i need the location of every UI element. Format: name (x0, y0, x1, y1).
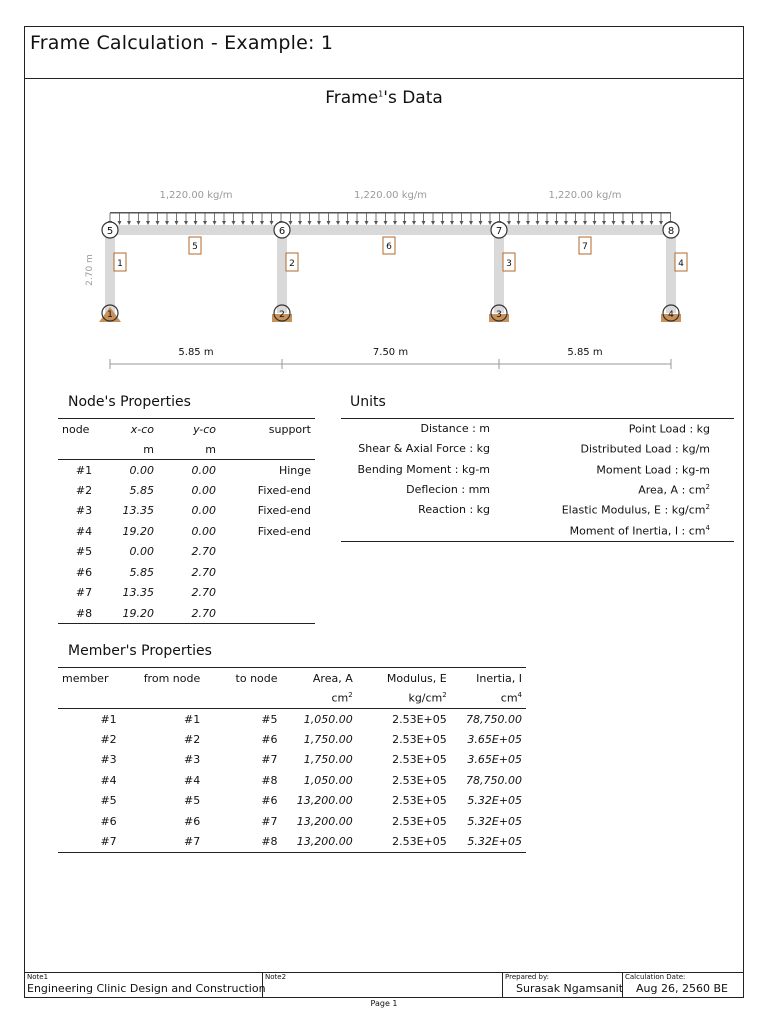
load-arrow-head (621, 221, 625, 225)
page-title: Frame Calculation - Example: 1 (30, 32, 334, 54)
members-unit-area-sup: 2 (348, 691, 353, 700)
members-unit-modulus (357, 688, 451, 709)
member-cell-from: #3 (184, 753, 201, 767)
node-cell-y: 0.00 (191, 524, 216, 538)
load-arrow-head (469, 221, 473, 225)
node-cell-support: Fixed-end (257, 504, 311, 518)
load-arrow-head (308, 221, 312, 225)
member-cell-m: #6 (100, 814, 117, 828)
load-arrow-head (536, 221, 540, 225)
node-cell-y: 2.70 (191, 606, 216, 620)
units-right-text: Area, A : cm (638, 483, 706, 497)
members-unit-to (204, 688, 281, 709)
member-cell-mod: 2.53E+05 (392, 794, 447, 808)
nodes-table (58, 418, 315, 624)
member-cell-m: #3 (100, 753, 117, 767)
node-cell-y: 2.70 (191, 545, 216, 559)
members-unit-area (282, 688, 357, 709)
member-cell-to: #8 (261, 835, 278, 848)
load-arrow-head (346, 221, 350, 225)
table-row (58, 791, 526, 812)
sheet-title-sup: 1 (378, 89, 384, 99)
load-arrow-head (403, 221, 407, 225)
footer-prepared-label: Prepared by: (505, 973, 549, 981)
node-label: 2 (279, 310, 285, 320)
nodes-header-x: x-co (130, 422, 154, 436)
load-arrow-head (422, 221, 426, 225)
units-right-sup: 2 (705, 482, 710, 491)
node-cell-x: 0.00 (129, 463, 154, 477)
members-header-to: to node (235, 671, 278, 685)
member-cell-m: #7 (100, 835, 117, 848)
load-arrow-head (213, 221, 217, 225)
load-arrow-head (146, 221, 150, 225)
node-cell-x: 0.00 (129, 545, 154, 559)
load-line (110, 212, 671, 214)
load-arrow-head (450, 221, 454, 225)
node-label: 3 (496, 310, 502, 320)
load-label: 1,220.00 kg/m (354, 190, 427, 201)
load-arrow-head (127, 221, 131, 225)
member-label: 1 (117, 259, 123, 269)
member-cell-m: #1 (100, 712, 117, 726)
units-left-item: Shear & Axial Force : kg (358, 442, 490, 456)
load-arrow-head (412, 221, 416, 225)
node-cell-support (220, 603, 315, 624)
member-cell-mod: 2.53E+05 (392, 835, 447, 848)
member-cell-m: #4 (100, 773, 117, 787)
member-label: 4 (678, 259, 684, 269)
footer-date-label: Calculation Date: (625, 973, 686, 981)
units-right-item (638, 483, 710, 503)
member-label: 2 (289, 259, 295, 269)
units-left-item: Bending Moment : kg-m (357, 462, 490, 476)
load-label: 1,220.00 kg/m (548, 190, 622, 201)
member-cell-from: #6 (184, 814, 201, 828)
load-arrow-head (327, 221, 331, 225)
load-arrow-head (298, 221, 302, 225)
members-unit-member (58, 688, 121, 709)
member-label: 5 (192, 242, 198, 252)
members-header-modulus: Modulus, E (386, 671, 447, 685)
load-arrow-head (640, 221, 644, 225)
member-cell-from: #4 (184, 773, 201, 787)
members-header-member: member (62, 671, 109, 685)
node-cell-x: 19.20 (122, 524, 154, 538)
load-arrow-head (156, 221, 160, 225)
load-arrow-head (222, 221, 226, 225)
load-arrow-head (545, 221, 549, 225)
members-unit-inertia-sup: 4 (517, 691, 522, 700)
load-arrow-head (203, 221, 207, 225)
units-section-title: Units (350, 394, 386, 410)
footer-note2-label: Note2 (265, 973, 287, 981)
load-arrow-head (137, 221, 141, 225)
load-arrow-head (460, 221, 464, 225)
load-arrow-head (184, 221, 188, 225)
load-arrow-head (517, 221, 521, 225)
node-label: 4 (668, 310, 674, 320)
members-header-from: from node (143, 671, 201, 685)
table-row (58, 811, 526, 832)
frame-diagram (0, 0, 768, 380)
load-arrow-head (574, 221, 578, 225)
member-cell-area: 1,750.00 (303, 753, 353, 767)
load-arrow-head (241, 221, 245, 225)
members-section-title: Member's Properties (68, 643, 212, 659)
load-arrow-head (194, 221, 198, 225)
member-cell-area: 1,050.00 (303, 712, 353, 726)
units-right-item (580, 442, 710, 462)
members-table (58, 667, 526, 853)
member-cell-mod: 2.53E+05 (392, 732, 447, 746)
load-arrow-head (650, 221, 654, 225)
load-arrow-head (270, 221, 274, 225)
load-arrow-head (431, 221, 435, 225)
table-row (58, 480, 315, 501)
units-left-item: Distance : m (420, 422, 490, 435)
node-cell-support: Fixed-end (257, 524, 311, 538)
table-row (58, 729, 526, 750)
member-cell-from: #1 (184, 712, 201, 726)
load-arrow-head (507, 221, 511, 225)
node-cell-node: #8 (75, 606, 93, 620)
member-label: 7 (582, 242, 588, 252)
table-row (58, 583, 315, 604)
member-cell-inertia: 3.65E+05 (467, 732, 522, 746)
node-cell-x: 5.85 (129, 483, 154, 497)
nodes-header-support: support (268, 422, 311, 436)
member-cell-inertia: 78,750.00 (466, 712, 522, 726)
units-right-sup: 4 (705, 523, 710, 532)
load-arrow-head (659, 221, 663, 225)
page-number: Page 1 (370, 999, 398, 1008)
member-cell-area: 1,050.00 (303, 773, 353, 787)
table-row (58, 501, 315, 522)
load-arrow-head (479, 221, 483, 225)
units-right-text: Distributed Load : kg/m (580, 442, 710, 456)
units-right-text: Point Load : kg (628, 422, 710, 436)
members-unit-inertia-text: cm (500, 691, 518, 705)
table-row (58, 460, 315, 481)
table-row (58, 542, 315, 563)
member-cell-to: #5 (261, 712, 278, 726)
span-label: 7.50 m (372, 347, 409, 358)
node-cell-support (220, 542, 315, 563)
member-cell-to: #6 (261, 794, 278, 808)
node-cell-support (220, 583, 315, 604)
node-cell-support (220, 562, 315, 583)
units-left-item: Deflecion : mm (406, 482, 490, 496)
table-row (58, 521, 315, 542)
members-unit-from (121, 688, 205, 709)
node-cell-x: 5.85 (129, 565, 154, 579)
member-cell-inertia: 5.32E+05 (467, 814, 522, 828)
member-cell-mod: 2.53E+05 (392, 814, 447, 828)
load-arrow-head (317, 221, 321, 225)
member-cell-inertia: 5.32E+05 (467, 835, 522, 848)
table-row (58, 750, 526, 771)
node-cell-node: #3 (75, 504, 93, 518)
footer-note1-label: Note1 (27, 973, 49, 981)
table-row (58, 832, 526, 853)
member-cell-area: 13,200.00 (296, 814, 353, 828)
footer-cell-divider (502, 972, 503, 998)
node-label: 7 (495, 226, 503, 237)
load-arrow-head (289, 221, 293, 225)
load-arrow-head (118, 221, 122, 225)
load-arrow-head (526, 221, 530, 225)
node-cell-node: #2 (75, 483, 93, 497)
node-cell-node: #7 (75, 586, 93, 600)
load-arrow-head (393, 221, 397, 225)
member-cell-inertia: 5.32E+05 (467, 794, 522, 808)
load-arrow-head (593, 221, 597, 225)
load-arrow-head (374, 221, 378, 225)
member-cell-mod: 2.53E+05 (392, 712, 447, 726)
load-arrow-head (260, 221, 264, 225)
node-cell-x: 19.20 (122, 606, 154, 620)
units-right-text: Elastic Modulus, E : kg/cm (561, 503, 706, 517)
load-label: 1,220.00 kg/m (159, 190, 233, 201)
beam-member (110, 225, 671, 235)
load-arrow-head (441, 221, 445, 225)
node-cell-y: 0.00 (191, 463, 216, 477)
member-cell-to: #6 (261, 732, 278, 746)
node-cell-node: #1 (75, 463, 93, 477)
load-arrow-head (175, 221, 179, 225)
load-arrow-head (564, 221, 568, 225)
node-label: 1 (107, 310, 113, 320)
member-cell-area: 13,200.00 (296, 835, 353, 848)
member-cell-mod: 2.53E+05 (392, 773, 447, 787)
sheet-title-pre: Frame (325, 88, 379, 108)
member-cell-to: #8 (261, 773, 278, 787)
units-right-text: Moment Load : kg-m (596, 463, 710, 477)
units-right-sup: 2 (705, 503, 710, 512)
members-unit-inertia (451, 688, 526, 709)
nodes-header-y: y-co (193, 422, 216, 436)
nodes-unit-y: m (205, 442, 216, 456)
table-row (58, 562, 315, 583)
footer-date-value: Aug 26, 2560 BE (636, 982, 728, 995)
span-label: 5.85 m (567, 347, 603, 358)
height-label: 2.70 m (85, 254, 95, 286)
load-arrow-head (612, 221, 616, 225)
node-cell-support: Hinge (278, 463, 311, 477)
load-arrow-head (583, 221, 587, 225)
member-cell-m: #5 (100, 794, 117, 808)
load-arrow-head (384, 221, 388, 225)
units-right-item (562, 503, 710, 523)
member-cell-to: #7 (261, 814, 278, 828)
member-cell-from: #5 (184, 794, 201, 808)
units-grid (341, 418, 734, 542)
units-right-item (596, 463, 710, 483)
node-label: 6 (278, 226, 286, 237)
members-header-area: Area, A (312, 671, 353, 685)
node-cell-x: 13.35 (122, 586, 154, 600)
footer-prepared-value: Surasak Ngamsanit (516, 982, 624, 995)
load-arrow-head (488, 221, 492, 225)
member-cell-inertia: 78,750.00 (466, 773, 522, 787)
node-label: 8 (667, 226, 675, 237)
member-label: 6 (386, 242, 392, 252)
sheet-title-post: 's Data (383, 88, 443, 108)
load-arrow-head (631, 221, 635, 225)
members-header-inertia: Inertia, I (476, 671, 522, 685)
units-right-text: Moment of Inertia, I : cm (569, 524, 706, 538)
node-cell-x: 13.35 (122, 504, 154, 518)
units-left-item: Reaction : kg (418, 503, 490, 517)
load-arrow-head (355, 221, 359, 225)
footer-note1-value: Engineering Clinic Design and Construction (27, 982, 266, 995)
member-cell-inertia: 3.65E+05 (467, 753, 522, 767)
members-unit-modulus-sup: 2 (442, 691, 447, 700)
nodes-section-title: Node's Properties (68, 394, 191, 410)
member-cell-area: 13,200.00 (296, 794, 353, 808)
table-row (58, 603, 315, 624)
member-cell-from: #7 (184, 835, 201, 848)
node-cell-node: #4 (75, 524, 93, 538)
member-cell-mod: 2.53E+05 (392, 753, 447, 767)
node-label: 5 (106, 226, 114, 237)
member-cell-from: #2 (184, 732, 201, 746)
members-unit-area-text: cm (331, 691, 349, 705)
node-cell-node: #6 (75, 565, 93, 579)
node-cell-y: 0.00 (191, 504, 216, 518)
nodes-unit-support (220, 439, 315, 460)
table-row (58, 709, 526, 730)
node-cell-y: 0.00 (191, 483, 216, 497)
load-arrow-head (232, 221, 236, 225)
load-arrow-head (336, 221, 340, 225)
load-arrow-head (602, 221, 606, 225)
units-right-item (629, 422, 710, 442)
node-cell-support: Fixed-end (257, 483, 311, 497)
member-cell-to: #7 (261, 753, 278, 767)
load-arrow-head (165, 221, 169, 225)
nodes-unit-node (58, 439, 110, 460)
units-right-item (570, 524, 710, 544)
member-cell-m: #2 (100, 732, 117, 746)
node-cell-y: 2.70 (191, 586, 216, 600)
span-label: 5.85 m (178, 347, 214, 358)
load-arrow-head (365, 221, 369, 225)
node-cell-node: #5 (75, 545, 93, 559)
load-arrow-head (251, 221, 255, 225)
members-unit-modulus-text: kg/cm (408, 691, 443, 705)
nodes-unit-x: m (143, 442, 154, 456)
member-label: 3 (506, 259, 512, 269)
nodes-header-node: node (62, 422, 90, 436)
table-row (58, 770, 526, 791)
member-cell-area: 1,750.00 (303, 732, 353, 746)
load-arrow-head (555, 221, 559, 225)
node-cell-y: 2.70 (191, 565, 216, 579)
